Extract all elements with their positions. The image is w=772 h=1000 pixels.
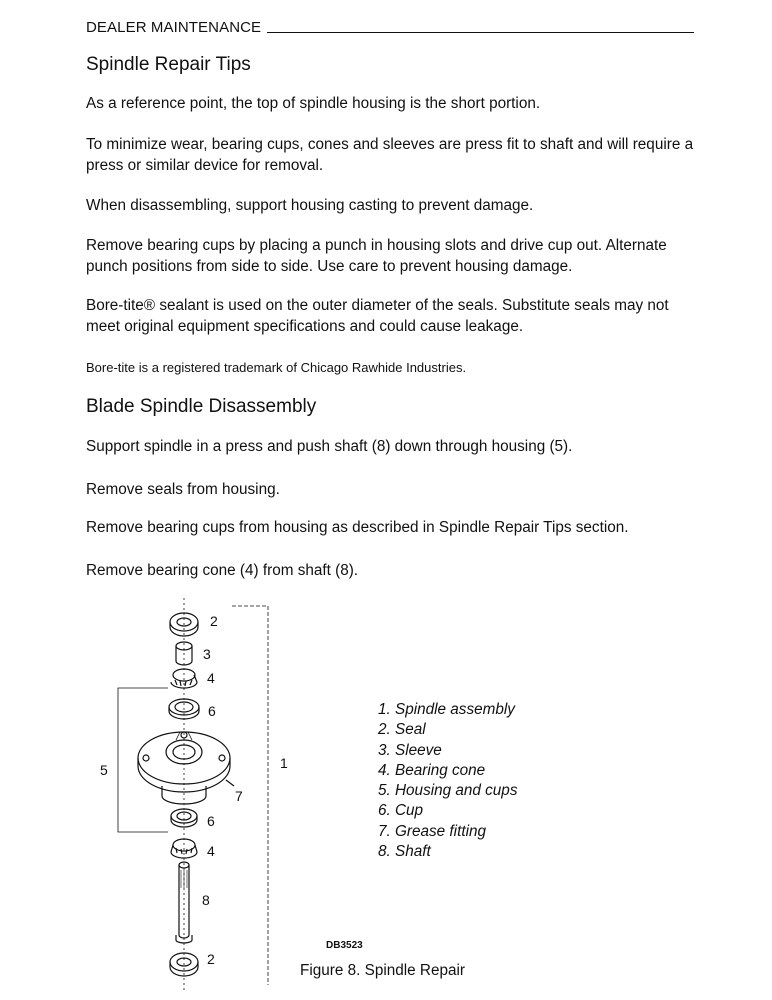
- callout-housing: 5: [100, 762, 108, 778]
- tip-paragraph: As a reference point, the top of spindle housing is the short portion.: [86, 95, 541, 112]
- tip-paragraph: Bore-tite® sealant is used on the outer diameter of the seals. Substitute seals may not meet original equipment specifications and could cause leakage.: [86, 297, 669, 335]
- tip-paragraph: Remove bearing cups by placing a punch in housing slots and drive cup out. Alternate punch positions from side to side. Use care to prevent housing damage.: [86, 237, 667, 275]
- header-title: DEALER MAINTENANCE: [86, 19, 262, 36]
- legend-item: 7. Grease fitting: [378, 822, 486, 840]
- step-paragraph: Support spindle in a press and push shaft (8) down through housing (5).: [86, 438, 573, 455]
- callout-cup-bottom: 6: [207, 813, 215, 829]
- legend-item: 3. Sleeve: [378, 741, 442, 759]
- legend-item: 8. Shaft: [378, 843, 431, 861]
- legend-item: 5. Housing and cups: [378, 782, 518, 800]
- callout-cone-top: 4: [207, 670, 215, 686]
- callout-cone-bottom: 4: [207, 843, 215, 859]
- header-rule: [267, 32, 694, 33]
- section-heading-disassembly: Blade Spindle Disassembly: [86, 396, 317, 417]
- trademark-note: Bore-tite is a registered trademark of Chicago Rawhide Industries.: [86, 360, 467, 375]
- step-paragraph: Remove bearing cups from housing as described in Spindle Repair Tips section.: [86, 519, 629, 536]
- callout-sleeve: 3: [203, 646, 211, 662]
- grease-fitting-leader: [226, 780, 234, 786]
- step-paragraph: Remove seals from housing.: [86, 481, 280, 498]
- spindle-exploded-diagram: [0, 590, 320, 1000]
- shaft-part: [176, 862, 192, 943]
- callout-cup-top: 6: [208, 703, 216, 719]
- page-header: [86, 16, 694, 36]
- figure-legend: [378, 700, 517, 862]
- step-paragraph: Remove bearing cone (4) from shaft (8).: [86, 562, 359, 579]
- tip-paragraph: To minimize wear, bearing cups, cones and sleeves are press fit to shaft and will require a press or similar device for removal.: [86, 136, 694, 174]
- callout-grease: 7: [235, 788, 243, 804]
- legend-item: 4. Bearing cone: [378, 761, 486, 779]
- section-heading-repair-tips: Spindle Repair Tips: [86, 54, 251, 75]
- legend-item: 1. Spindle assembly: [378, 701, 515, 718]
- legend-item: 6. Cup: [378, 802, 424, 820]
- figure-caption: Figure 8. Spindle Repair: [300, 962, 465, 979]
- figure-code: DB3523: [326, 940, 363, 951]
- callout-shaft: 8: [202, 892, 210, 908]
- callout-assembly: 1: [280, 755, 288, 771]
- callout-seal-top: 2: [210, 613, 218, 629]
- tip-paragraph: When disassembling, support housing casting to prevent damage.: [86, 197, 534, 214]
- callout-seal-bottom: 2: [207, 951, 215, 967]
- legend-item: 2. Seal: [378, 721, 426, 739]
